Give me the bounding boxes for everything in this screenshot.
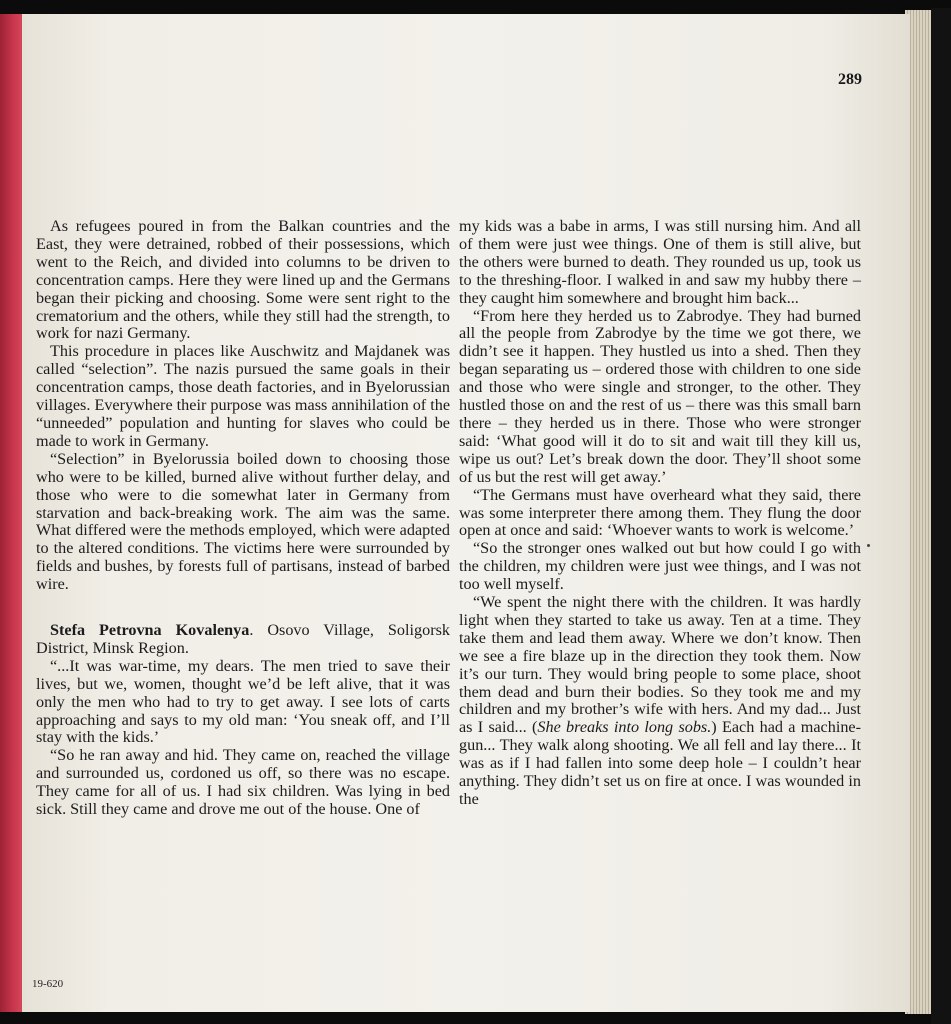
stage-direction: She breaks into long sobs.: [537, 718, 712, 737]
section-spacer: [36, 594, 450, 622]
paragraph: “The Germans must have overheard what they said, there was some interpreter there among them. They flung the door open at once and said: ‘Whoever wants to work is welcome.’: [459, 485, 861, 540]
signature-mark: 19-620: [32, 978, 64, 990]
paragraph-text: “We spent the night there with the children. It was hardly light when they started to take us away. Ten at a time. They take them and lead them away. Where we don’t know. Then we see a fire blaze up in the direction they took them. Now it’s our turn. They would bring people to some place, shoot them dead and burn their bodies. So they took me and my children and my brother’s wife with hers. And my dad... Just as I said... (: [459, 593, 861, 737]
paragraph: “From here they herded us to Zabrodye. They had burned all the people from Zabrodye by the time we got there, we didn’t see it happen. They hustled us into a shed. Then they began separating us – ordered those with children to one side and those who were single and stronger, to the other. They hustled those on and the rest of us – there was this small barn there – they herded us in there. Those who were stronger said: ‘What good will it do to sit and wait till they kill us, wipe us out? Let’s break down the door. They’ll shoot some of us but the rest will get away.’: [459, 306, 861, 486]
paragraph: As refugees poured in from the Balkan countries and the East, they were detrained, robbed of their possessions, which went to the Reich, and divided into columns to be driven to concentration camps. Here they were lined up and the Germans began their picking and choosing. Some were sent right to the crematorium and the others, while they still had the strength, to work for nazi Germany.: [36, 217, 450, 343]
book-shadow: [931, 8, 951, 1024]
book-page: [22, 14, 910, 1012]
paragraph: my kids was a babe in arms, I was still nursing him. And all of them were just wee things. One of them is still alive, but the others were burned to death. They rounded us up, took us to the threshing-floor. I walked in and saw my hubby there – they caught him somewhere and brought him back...: [459, 217, 861, 307]
paragraph: “Selection” in Byelorussia boiled down to choosing those who were to be killed, burned alive without further delay, and those who were to die somewhat later in Germany from starvation and back-breaking work. The aim was the same. What differed were the methods employed, which were adapted to the altered conditions. The victims here were surrounded by fields and bushes, by forests full of partisans, instead of barbed wire.: [36, 449, 450, 594]
right-column: [459, 218, 861, 809]
witness-heading: [36, 622, 450, 658]
left-column: [36, 218, 450, 819]
book-cover-edge: [0, 14, 24, 1012]
paragraph: [459, 594, 861, 809]
paragraph: “So he ran away and hid. They came on, reached the village and surrounded us, cordoned us off, so there was no escape. They came for all of us. I had six children. Was lying in bed sick. Still they came and drove me out of the house. One of: [36, 746, 450, 819]
page-number: 289: [838, 71, 862, 88]
paragraph: This procedure in places like Auschwitz and Majdanek was called “selection”. The nazis pursued the same goals in their concentration camps, those death factories, and in Byelorussian villages. Everywhere their purpose was mass annihilation of the “unneeded” population and hunting for slaves who could be made to work in Germany.: [36, 342, 451, 450]
paragraph-text: ) Each had a machine-gun... They walk along shooting. We all fell and lay there... It was as if I had fallen into some deep hole – I couldn’t hear anything. They didn’t set us on fire at once. I was wounded in the: [459, 718, 861, 808]
paragraph: “So the stronger ones walked out but how could I go with the children, my children were just wee things, and I was not too well myself.: [459, 539, 861, 594]
witness-name: Stefa Petrovna Kovalenya: [50, 621, 250, 640]
witness-place: . Osovo Village, Soligorsk District, Minsk Region.: [36, 621, 450, 657]
ink-smudge: [867, 544, 870, 547]
paragraph: “...It was war-time, my dears. The men tried to save their lives, but we, women, thought we’d be left alive, that it was only the men who had to try to get away. I see lots of carts approaching and says to my old man: ‘You sneak off, and I’ll stay with the kids.’: [36, 656, 450, 747]
